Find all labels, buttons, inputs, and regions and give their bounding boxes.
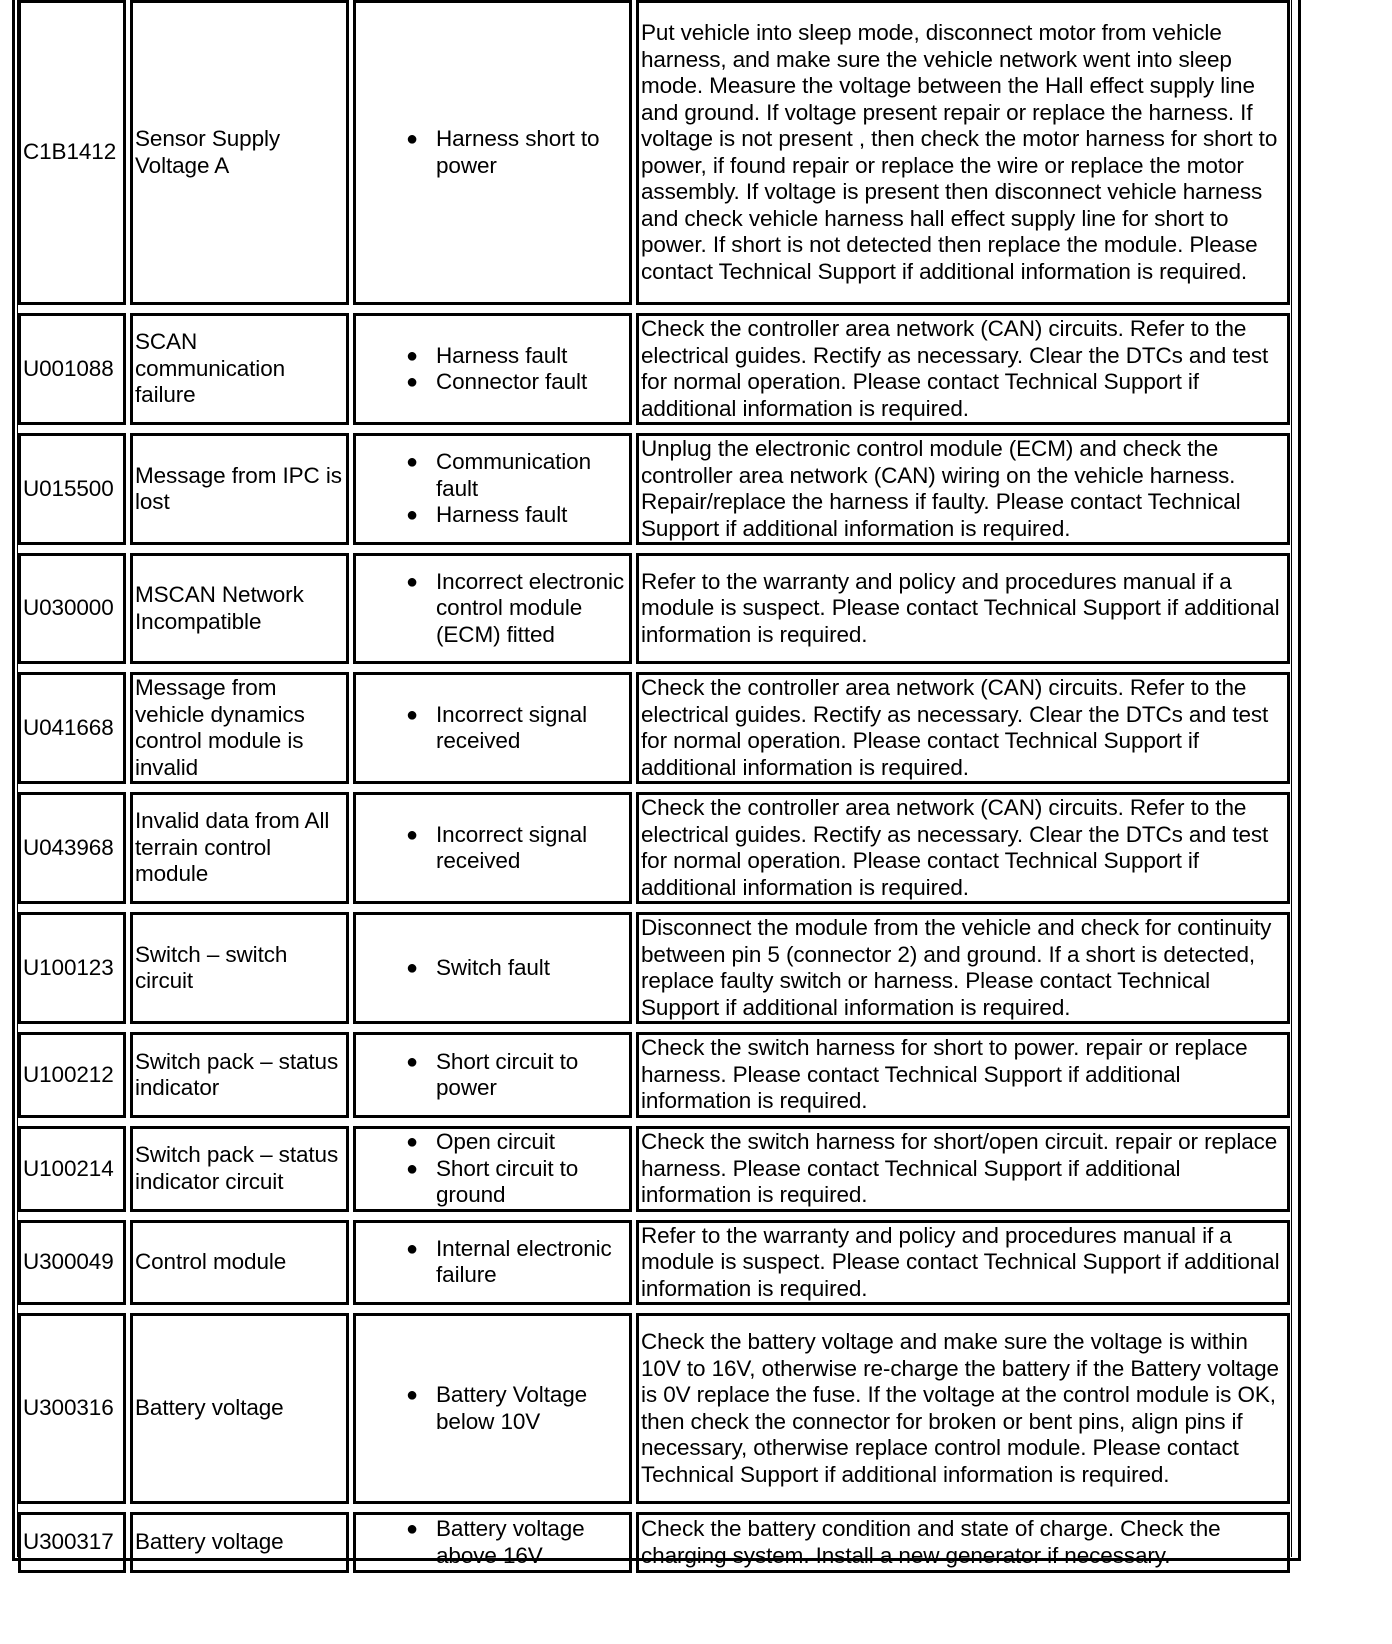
dtc-description-cell: Invalid data from All terrain control module bbox=[130, 792, 349, 904]
causes-list bbox=[356, 1516, 627, 1569]
dtc-causes-cell bbox=[353, 912, 632, 1024]
causes-list bbox=[356, 1129, 627, 1209]
cause-item bbox=[406, 369, 627, 396]
dtc-action-cell: Check the controller area network (CAN) circuits. Refer to the electrical guides. Rectify as necessary. Clear the DTCs and test for normal operation. Please contact Technical Support if additional information is required. bbox=[636, 313, 1290, 425]
cause-text: Harness short to power bbox=[436, 126, 600, 178]
bullet-icon: ● bbox=[406, 371, 418, 393]
bullet-icon: ● bbox=[406, 956, 418, 979]
bullet-icon: ● bbox=[406, 1237, 418, 1260]
dtc-description-cell: Switch – switch circuit bbox=[130, 912, 349, 1024]
table-row-u300049 bbox=[18, 1220, 1290, 1306]
cause-text: Communication fault bbox=[436, 449, 592, 501]
table-row-u030000 bbox=[18, 553, 1290, 664]
dtc-code-cell: U041668 bbox=[18, 672, 126, 784]
table-row-u300316 bbox=[18, 1313, 1290, 1504]
cause-item bbox=[406, 1235, 627, 1289]
dtc-action-cell: Unplug the electronic control module (ECM) and check the controller area network (CAN) wiring on the vehicle harness. Repair/replace the harness if faulty. Please contact Technical Support if additional information is required. bbox=[636, 433, 1290, 545]
table-row-u001088 bbox=[18, 313, 1290, 425]
dtc-action-cell: Put vehicle into sleep mode, disconnect motor from vehicle harness, and make sure the vehicle network went into sleep mode. Measure the voltage between the Hall effect supply line and ground. If voltage present repair or replace the harness. If voltage is not present , then check the motor harness for short to power, if found repair or replace the wire or replace the motor assembly. If voltage is present then disconnect vehicle harness and check vehicle harness hall effect supply line for short to power. If short is not detected then replace the module. Please contact Technical Support if additional information is required. bbox=[636, 0, 1290, 305]
dtc-code-cell: U300316 bbox=[18, 1313, 126, 1504]
dtc-causes-cell bbox=[353, 1313, 632, 1504]
cause-text: Harness fault bbox=[436, 502, 568, 528]
cause-item bbox=[406, 1382, 627, 1435]
causes-list bbox=[356, 126, 627, 179]
bullet-icon: ● bbox=[406, 703, 418, 726]
bullet-icon: ● bbox=[406, 1157, 418, 1180]
cause-item bbox=[406, 342, 627, 370]
dtc-table bbox=[14, 0, 1294, 1581]
dtc-description-cell: SCAN communication failure bbox=[130, 313, 349, 425]
bullet-icon: ● bbox=[406, 451, 418, 474]
dtc-action-cell: Refer to the warranty and policy and procedures manual if a module is suspect. Please contact Technical Support if additional information is required. bbox=[636, 553, 1290, 664]
cause-text: Switch fault bbox=[436, 954, 550, 980]
dtc-action-cell: Check the battery condition and state of charge. Check the charging system. Install a new generator if necessary. bbox=[636, 1512, 1290, 1573]
cause-text: Battery voltage above 16V bbox=[436, 1516, 585, 1568]
dtc-description-cell: Battery voltage bbox=[130, 1313, 349, 1504]
dtc-code-cell: U030000 bbox=[18, 553, 126, 664]
cause-item bbox=[406, 449, 627, 502]
cause-item bbox=[406, 1129, 627, 1156]
cause-text: Short circuit to ground bbox=[436, 1155, 579, 1207]
dtc-action-cell: Check the switch harness for short/open circuit. repair or replace harness. Please contact Technical Support if additional information is required. bbox=[636, 1126, 1290, 1212]
bullet-icon: ● bbox=[406, 823, 418, 846]
bullet-icon: ● bbox=[406, 128, 418, 150]
cause-item bbox=[406, 502, 627, 529]
table-row-u100214 bbox=[18, 1126, 1290, 1212]
dtc-code-cell: U100214 bbox=[18, 1126, 126, 1212]
dtc-causes-cell bbox=[353, 0, 632, 305]
cause-item bbox=[406, 568, 627, 649]
dtc-code-cell: U043968 bbox=[18, 792, 126, 904]
table-row-u015500 bbox=[18, 433, 1290, 545]
cause-text: Connector fault bbox=[436, 369, 588, 394]
dtc-code-cell: C1B1412 bbox=[18, 0, 126, 305]
cause-item bbox=[406, 954, 627, 982]
dtc-action-cell: Check the controller area network (CAN) circuits. Refer to the electrical guides. Rectify as necessary. Clear the DTCs and test for normal operation. Please contact Technical Support if additional information is required. bbox=[636, 672, 1290, 784]
causes-list bbox=[356, 1382, 627, 1435]
causes-list bbox=[356, 822, 627, 875]
causes-list bbox=[356, 449, 627, 529]
dtc-causes-cell bbox=[353, 553, 632, 664]
table-row-u100212 bbox=[18, 1032, 1290, 1118]
cause-item bbox=[406, 126, 627, 179]
dtc-description-cell: Message from vehicle dynamics control module is invalid bbox=[130, 672, 349, 784]
dtc-description-cell: MSCAN Network Incompatible bbox=[130, 553, 349, 664]
table-row-u300317 bbox=[18, 1512, 1290, 1573]
dtc-action-cell: Check the switch harness for short to power. repair or replace harness. Please contact Technical Support if additional information is required. bbox=[636, 1032, 1290, 1118]
dtc-code-cell: U015500 bbox=[18, 433, 126, 545]
cause-text: Battery Voltage below 10V bbox=[436, 1382, 588, 1434]
dtc-description-cell: Switch pack – status indicator circuit bbox=[130, 1126, 349, 1212]
table-row-c1b1412 bbox=[18, 0, 1290, 305]
dtc-action-cell: Check the controller area network (CAN) circuits. Refer to the electrical guides. Rectify as necessary. Clear the DTCs and test for normal operation. Please contact Technical Support if additional information is required. bbox=[636, 792, 1290, 904]
causes-list bbox=[356, 955, 627, 982]
table-row-u043968 bbox=[18, 792, 1290, 904]
cause-item bbox=[406, 701, 627, 755]
causes-list bbox=[356, 343, 627, 396]
cause-text: Harness fault bbox=[436, 342, 568, 368]
causes-list bbox=[356, 569, 627, 649]
cause-text: Incorrect signal received bbox=[436, 821, 587, 873]
cause-text: Internal electronic failure bbox=[436, 1235, 612, 1288]
bullet-icon: ● bbox=[406, 1518, 418, 1540]
cause-text: Incorrect electronic control module (ECM) fitted bbox=[436, 568, 625, 647]
bullet-icon: ● bbox=[406, 504, 418, 527]
dtc-table-body bbox=[18, 0, 1290, 1573]
dtc-causes-cell bbox=[353, 433, 632, 545]
dtc-action-cell: Refer to the warranty and policy and procedures manual if a module is suspect. Please contact Technical Support if additional information is required. bbox=[636, 1220, 1290, 1306]
bullet-icon: ● bbox=[406, 344, 418, 367]
dtc-action-cell: Check the battery voltage and make sure the voltage is within 10V to 16V, otherwise re-charge the battery if the Battery voltage is 0V replace the fuse. If the voltage at the control module is OK, then check the connector for broken or bent pins, align pins if necessary, otherwise replace control module. Please contact Technical Support if additional information is required. bbox=[636, 1313, 1290, 1504]
dtc-causes-cell bbox=[353, 1512, 632, 1573]
dtc-description-cell: Message from IPC is lost bbox=[130, 433, 349, 545]
dtc-causes-cell bbox=[353, 1220, 632, 1306]
dtc-code-cell: U300049 bbox=[18, 1220, 126, 1306]
dtc-description-cell: Sensor Supply Voltage A bbox=[130, 0, 349, 305]
causes-list bbox=[356, 702, 627, 755]
dtc-action-cell: Disconnect the module from the vehicle and check for continuity between pin 5 (connector 2) and ground. If a short is detected, replace faulty switch or harness. Please contact Technical Support if additional information is required. bbox=[636, 912, 1290, 1024]
cause-text: Short circuit to power bbox=[436, 1048, 579, 1100]
table-row-u041668 bbox=[18, 672, 1290, 784]
dtc-description-cell: Battery voltage bbox=[130, 1512, 349, 1573]
cause-text: Open circuit bbox=[436, 1129, 555, 1154]
bullet-icon: ● bbox=[406, 1384, 418, 1406]
cause-item bbox=[406, 821, 627, 875]
dtc-code-cell: U100123 bbox=[18, 912, 126, 1024]
table-row-u100123 bbox=[18, 912, 1290, 1024]
dtc-causes-cell bbox=[353, 792, 632, 904]
dtc-description-cell: Switch pack – status indicator bbox=[130, 1032, 349, 1118]
cause-item bbox=[406, 1155, 627, 1209]
cause-item bbox=[406, 1048, 627, 1102]
dtc-code-cell: U001088 bbox=[18, 313, 126, 425]
bullet-icon: ● bbox=[406, 1131, 418, 1153]
dtc-causes-cell bbox=[353, 1032, 632, 1118]
dtc-causes-cell bbox=[353, 672, 632, 784]
dtc-code-cell: U300317 bbox=[18, 1512, 126, 1573]
dtc-description-cell: Control module bbox=[130, 1220, 349, 1306]
cause-item bbox=[406, 1516, 627, 1569]
dtc-causes-cell bbox=[353, 1126, 632, 1212]
dtc-causes-cell bbox=[353, 313, 632, 425]
bullet-icon: ● bbox=[406, 1050, 418, 1073]
cause-text: Incorrect signal received bbox=[436, 701, 587, 753]
causes-list bbox=[356, 1049, 627, 1102]
causes-list bbox=[356, 1236, 627, 1289]
dtc-code-cell: U100212 bbox=[18, 1032, 126, 1118]
bullet-icon: ● bbox=[406, 570, 418, 593]
